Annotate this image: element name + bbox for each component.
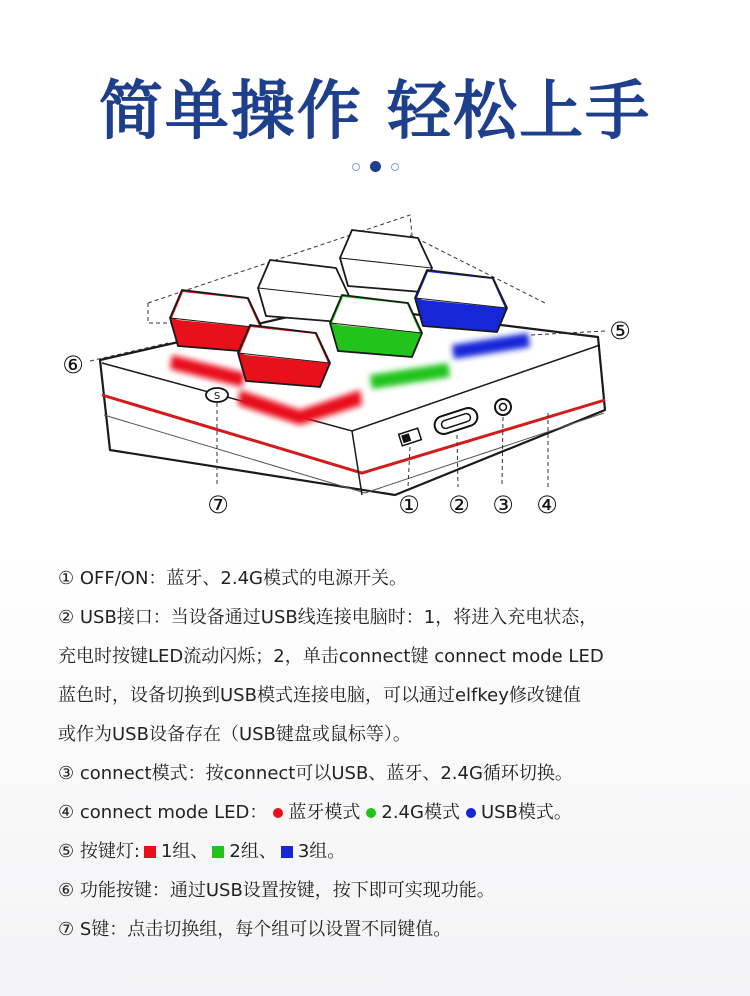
carousel-dot[interactable] [352,163,360,171]
carousel-dot[interactable] [391,163,399,171]
group-1-label: 1组、 [160,841,209,862]
note-mode-led [58,800,572,826]
blue-dot-icon [466,808,476,818]
callout-4: ④ [536,491,558,519]
note-s-key: ⑦ S键：点击切换组，每个组可以设置不同键值。 [58,919,452,940]
group-3-label: 3组。 [297,841,346,862]
green-dot-icon [366,808,376,818]
keycap[interactable] [415,270,507,332]
s-key[interactable] [206,388,228,402]
mode-bluetooth-label: 蓝牙模式 [288,802,361,823]
callout-7: ⑦ [207,491,229,519]
callout-2: ② [448,491,470,519]
note-usb-port-line4: 或作为USB设备存在（USB键盘或鼠标等）。 [58,724,411,745]
note-key-lights [58,839,345,865]
note-connect-mode: ③ connect模式：按connect可以USB、蓝牙、2.4G循环切换。 [58,763,573,784]
red-dot-icon [273,808,283,818]
note-function-keys: ⑥ 功能按键：通过USB设置按键，按下即可实现功能。 [58,880,495,901]
group-2-label: 2组、 [229,841,277,862]
blue-square-icon [281,846,293,858]
keycap[interactable] [238,325,330,387]
svg-text:S: S [213,391,221,402]
callout-1: ① [398,491,420,519]
note-usb-port-line3: 蓝色时，设备切换到USB模式连接电脑，可以通过elfkey修改键值 [58,685,581,706]
mode-24g-label: 2.4G模式 [381,802,460,823]
connect-button[interactable] [495,399,511,415]
mode-usb-label: USB模式。 [480,802,572,823]
green-square-icon [212,846,224,858]
keycap[interactable] [330,295,422,357]
keycap[interactable] [340,230,432,292]
page-title: 简单操作 轻松上手 [98,75,652,149]
note-power-switch: ① OFF/ON：蓝牙、2.4G模式的电源开关。 [58,568,408,589]
note-usb-port: ② USB接口：当设备通过USB线连接电脑时：1，将进入充电状态， [58,607,598,628]
carousel-dots [0,156,750,172]
macro-keypad-diagram [0,195,750,530]
callout-5: ⑤ [609,317,631,345]
carousel-dot-active[interactable] [370,161,381,172]
callout-6: ⑥ [62,351,84,379]
note-key-lights-prefix: ⑤ 按键灯: [58,841,140,862]
callout-3: ③ [492,491,514,519]
note-usb-port-line2: 充电时按键LED流动闪烁；2，单击connect键 connect mode LED [58,646,604,667]
note-mode-led-prefix: ④ connect mode LED： [58,802,268,823]
red-square-icon [144,846,156,858]
